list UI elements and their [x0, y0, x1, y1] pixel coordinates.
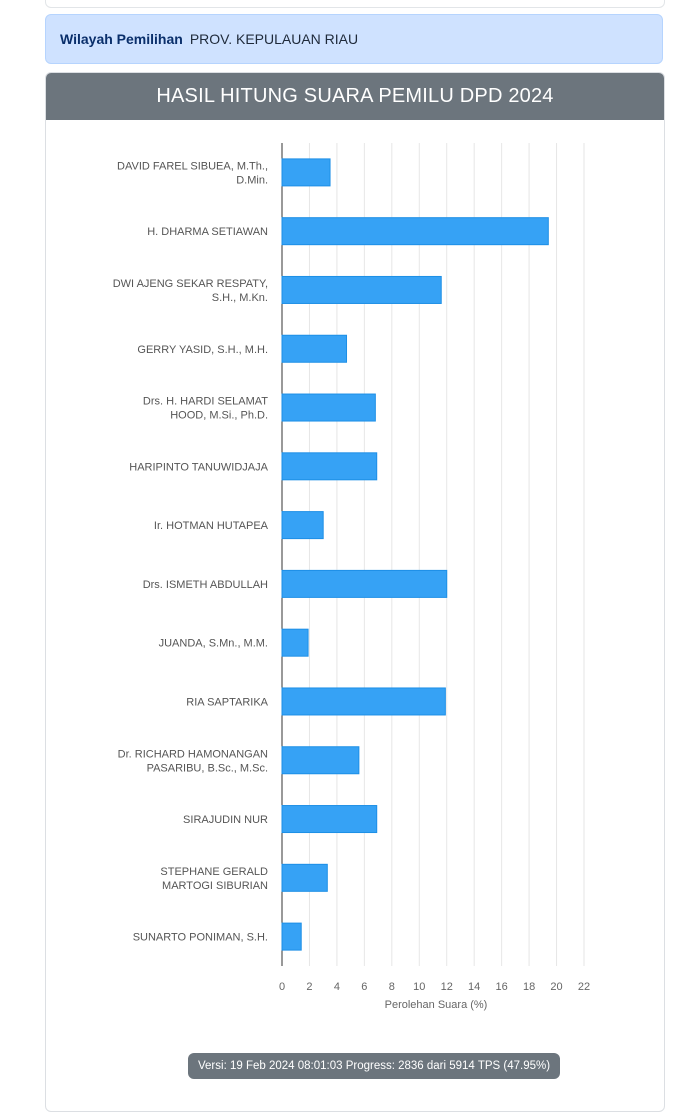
category-label: MARTOGI SIBURIAN [162, 879, 268, 892]
category-label: PASARIBU, B.Sc., M.Sc. [146, 762, 268, 775]
x-tick-label: 22 [577, 981, 591, 993]
x-tick-label: 4 [333, 981, 340, 993]
bar [282, 747, 359, 774]
bar [282, 570, 447, 597]
x-tick-label: 2 [306, 981, 313, 993]
bar [282, 276, 441, 303]
x-tick-label: 14 [468, 981, 481, 993]
bar [282, 453, 377, 480]
bar [282, 218, 548, 245]
bar [282, 335, 347, 362]
x-tick-label: 6 [361, 981, 368, 993]
category-label: GERRY YASID, S.H., M.H. [137, 343, 268, 356]
bar [282, 512, 323, 539]
x-tick-label: 8 [388, 981, 395, 993]
category-label: HARIPINTO TANUWIDJAJA [129, 461, 268, 474]
x-tick-label: 12 [440, 981, 453, 993]
bar [282, 394, 375, 421]
region-value: PROV. KEPULAUAN RIAU [189, 31, 359, 47]
x-tick-label: 16 [495, 981, 508, 993]
category-label: S.H., M.Kn. [211, 291, 268, 304]
category-label: H. DHARMA SETIAWAN [147, 226, 268, 239]
category-label: RIA SAPTARIKA [186, 696, 268, 709]
category-label: JUANDA, S.Mn., M.M. [158, 637, 268, 650]
category-label: Drs. H. HARDI SELAMAT [142, 395, 268, 408]
category-label: SIRAJUDIN NUR [183, 814, 268, 827]
category-label: STEPHANE GERALD [160, 865, 268, 878]
bar [282, 629, 308, 656]
bar [282, 864, 327, 891]
region-label: Wilayah Pemilihan [60, 31, 183, 47]
category-label: D.Min. [236, 174, 268, 187]
category-label: Dr. RICHARD HAMONANGAN [117, 748, 268, 761]
panel-title: HASIL HITUNG SUARA PEMILU DPD 2024 [46, 73, 664, 120]
bar [282, 923, 301, 950]
category-label: SUNARTO PONIMAN, S.H. [132, 931, 268, 944]
bar [282, 688, 445, 715]
x-axis-title: Perolehan Suara (%) [384, 999, 488, 1011]
category-label: DWI AJENG SEKAR RESPATY, [112, 277, 268, 290]
x-tick-label: 18 [522, 981, 536, 993]
version-progress-badge: Versi: 19 Feb 2024 08:01:03 Progress: 2836 dari 5914 TPS (47.95%) [188, 1053, 560, 1079]
category-label: Drs. ISMETH ABDULLAH [142, 578, 268, 591]
category-label: HOOD, M.Si., Ph.D. [170, 409, 268, 422]
x-tick-label: 0 [278, 981, 286, 993]
bar [282, 159, 330, 186]
category-label: Ir. HOTMAN HUTAPEA [153, 520, 268, 533]
bar [282, 806, 377, 833]
x-tick-label: 20 [550, 981, 563, 993]
x-tick-label: 10 [413, 981, 426, 993]
category-label: DAVID FAREL SIBUEA, M.Th., [117, 160, 268, 173]
